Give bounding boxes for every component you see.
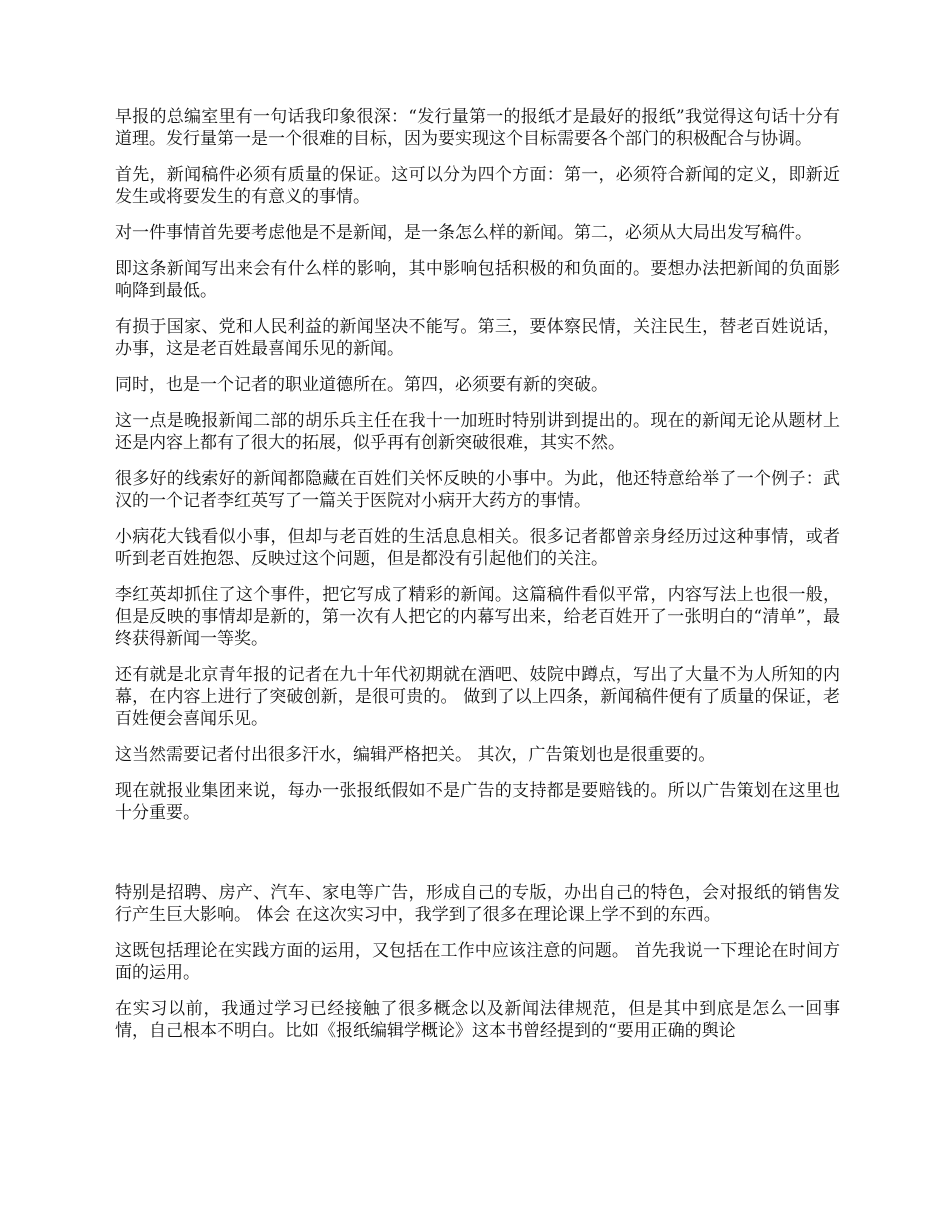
paragraph: 即这条新闻写出来会有什么样的影响，其中影响包括积极的和负面的。要想办法把新闻的负面影响降到最低。 bbox=[115, 259, 840, 301]
paragraph: 李红英却抓住了这个事件，把它写成了精彩的新闻。这篇稿件看似平常，内容写法上也很一般，但是反映的事情却是新的，第一次有人把它的内幕写出来，给老百姓开了一张明白的“清单”，最终获得新闻一等奖。 bbox=[115, 585, 840, 649]
paragraph: 早报的总编室里有一句话我印象很深：“发行量第一的报纸才是最好的报纸”我觉得这句话十分有道理。发行量第一是一个很难的目标，因为要实现这个目标需要各个部门的积极配合与协调。 bbox=[115, 107, 840, 149]
paragraph: 这一点是晚报新闻二部的胡乐兵主任在我十一加班时特别讲到提出的。现在的新闻无论从题材上还是内容上都有了很大的拓展，似乎再有创新突破很难，其实不然。 bbox=[115, 411, 840, 453]
paragraph: 这当然需要记者付出很多汗水，编辑严格把关。 其次，广告策划也是很重要的。 bbox=[115, 745, 716, 765]
paragraph: 有损于国家、党和人民利益的新闻坚决不能写。第三，要体察民情，关注民生，替老百姓说话，办事，这是老百姓最喜闻乐见的新闻。 bbox=[115, 317, 840, 359]
paragraph: 同时，也是一个记者的职业道德所在。第四，必须要有新的突破。 bbox=[115, 375, 608, 395]
paragraph: 首先，新闻稿件必须有质量的保证。这可以分为四个方面：第一，必须符合新闻的定义，即新近发生或将要发生的有意义的事情。 bbox=[115, 165, 840, 207]
paragraph: 对一件事情首先要考虑他是不是新闻，是一条怎么样的新闻。第二，必须从大局出发写稿件。 bbox=[115, 223, 812, 243]
paragraph: 小病花大钱看似小事，但却与老百姓的生活息息相关。很多记者都曾亲身经历过这种事情，或者听到老百姓抱怨、反映过这个问题，但是都没有引起他们的关注。 bbox=[115, 527, 840, 569]
paragraph: 在实习以前，我通过学习已经接触了很多概念以及新闻法律规范，但是其中到底是怎么一回事情，自己根本不明白。比如《报纸编辑学概论》这本书曾经提到的“要用正确的舆论 bbox=[115, 999, 840, 1041]
paragraph: 很多好的线索好的新闻都隐藏在百姓们关怀反映的小事中。为此，他还特意给举了一个例子：武汉的一个记者李红英写了一篇关于医院对小病开大药方的事情。 bbox=[115, 469, 840, 511]
paragraph: 特别是招聘、房产、汽车、家电等广告，形成自己的专版，办出自己的特色，会对报纸的销售发行产生巨大影响。 体会 在这次实习中，我学到了很多在理论课上学不到的东西。 bbox=[115, 883, 840, 925]
document-page bbox=[115, 106, 840, 1056]
paragraph: 这既包括理论在实践方面的运用，又包括在工作中应该注意的问题。 首先我说一下理论在时间方面的运用。 bbox=[115, 941, 840, 983]
paragraph: 还有就是北京青年报的记者在九十年代初期就在酒吧、妓院中蹲点，写出了大量不为人所知的内幕，在内容上进行了突破创新，是很可贵的。 做到了以上四条，新闻稿件便有了质量的保证，老百姓便会喜闻乐见。 bbox=[115, 665, 840, 729]
paragraph: 现在就报业集团来说，每办一张报纸假如不是广告的支持都是要赔钱的。所以广告策划在这里也十分重要。 bbox=[115, 781, 840, 823]
section-gap bbox=[115, 838, 840, 882]
